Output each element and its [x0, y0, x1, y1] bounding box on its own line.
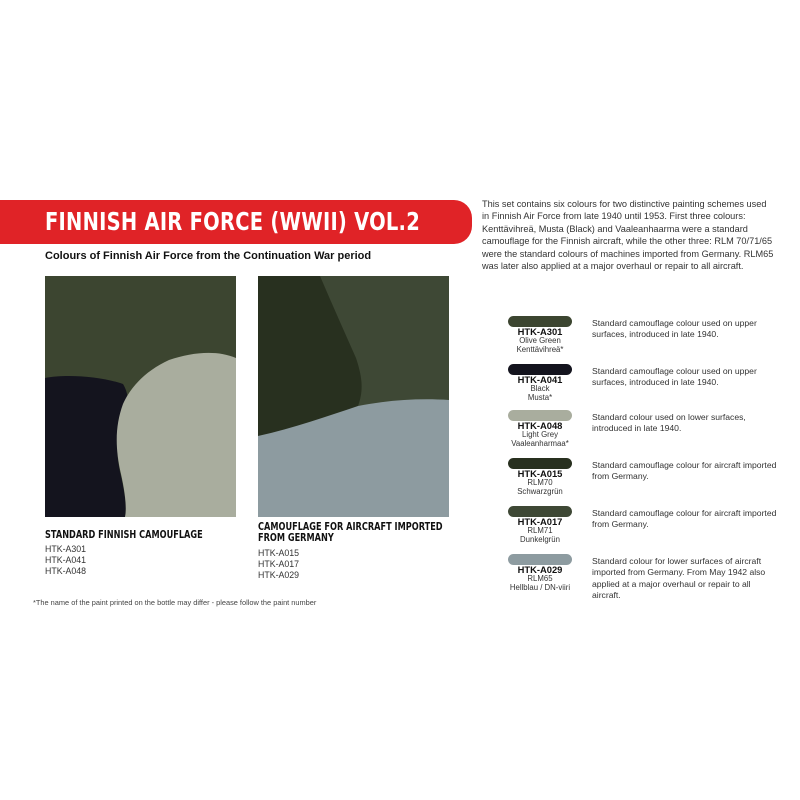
paint-item: [508, 410, 778, 458]
camouflage-pattern-german: [258, 276, 449, 517]
paint-name: Light Grey: [522, 430, 558, 439]
paint-description: Standard camouflage colour for aircraft imported from Germany.: [592, 460, 777, 482]
camouflage-pattern-finnish: [45, 276, 236, 517]
scheme-codes-german: [258, 548, 299, 581]
paint-name: RLM70: [527, 478, 553, 487]
paint-description: Standard colour for lower surfaces of aircraft imported from Germany. From May 1942 also applied at a major overhaul or repair to all aircraft.: [592, 556, 766, 601]
camouflage-panel-german: [258, 276, 449, 517]
paint-code: HTK-A301: [517, 326, 563, 337]
scheme-codes-finnish: [45, 544, 86, 577]
scheme-code: HTK-A048: [45, 566, 87, 576]
paint-description: Standard colour used on lower surfaces, introduced in late 1940.: [592, 412, 746, 434]
scheme-code: HTK-A015: [258, 548, 300, 558]
paint-name: Olive Green: [519, 336, 561, 345]
paint-item: [508, 316, 778, 364]
scheme-code: HTK-A301: [45, 544, 87, 554]
paint-alt-name: Musta*: [527, 392, 553, 402]
scheme-code: HTK-A041: [45, 555, 87, 565]
paint-description: Standard camouflage colour used on upper surfaces, introduced in late 1940.: [592, 366, 757, 388]
footnote: *The name of the paint printed on the bottle may differ - please follow the paint number: [33, 598, 317, 607]
paint-description: Standard camouflage colour for aircraft imported from Germany.: [592, 508, 777, 530]
page-title: FINNISH AIR FORCE (WWII) VOL.2: [45, 207, 420, 236]
paint-name: RLM65: [527, 574, 553, 583]
paint-label: [508, 469, 572, 496]
paint-alt-name: Schwarzgrün: [517, 486, 563, 496]
paint-code: HTK-A041: [517, 374, 563, 385]
swatch-area-black: [45, 376, 128, 517]
paint-code: HTK-A029: [517, 564, 563, 575]
paint-item: [508, 458, 778, 506]
paint-label: [508, 327, 572, 354]
scheme-code: HTK-A017: [258, 559, 300, 569]
paint-code: HTK-A015: [517, 468, 563, 479]
paint-code: HTK-A048: [517, 420, 563, 431]
scheme-title-finnish: STANDARD FINNISH CAMOUFLAGE: [45, 529, 203, 541]
scheme-code: HTK-A029: [258, 570, 300, 580]
paint-name: RLM71: [527, 526, 553, 535]
paint-item: [508, 554, 778, 602]
page-subtitle: Colours of Finnish Air Force from the Continuation War period: [45, 250, 372, 262]
intro-text: This set contains six colours for two distinctive painting schemes used in Finnish Air Force from late 1940 until 1953. First three colours: Kenttävihreä, Musta (Black) and Vaaleanhaarma were a standard camouflage for the Finnish aircraft, while the other three: RLM 70/71/65 were the standard colours of machines imported from Germany. RLM65 was later also applied at a major overhaul or repair to all aircraft.: [482, 199, 774, 272]
paint-label: [508, 565, 572, 592]
paint-description: Standard camouflage colour used on upper surfaces, introduced in late 1940.: [592, 318, 757, 340]
paint-item: [508, 364, 778, 412]
paint-alt-name: Kenttävihreä*: [516, 344, 564, 354]
paint-name: Black: [530, 384, 550, 393]
paint-label: [508, 421, 572, 448]
paint-alt-name: Hellblau / DN-viiri: [509, 582, 571, 592]
paint-label: [508, 517, 572, 544]
paint-alt-name: Vaaleanharmaa*: [511, 438, 569, 448]
paint-item: [508, 506, 778, 554]
paint-alt-name: Dunkelgrün: [520, 534, 560, 544]
scheme-title-german-line-2: FROM GERMANY: [258, 532, 334, 544]
paint-label: [508, 375, 572, 402]
paint-code: HTK-A017: [517, 516, 563, 527]
camouflage-panel-finnish: [45, 276, 236, 517]
scheme-title-german-line-1: CAMOUFLAGE FOR AIRCRAFT IMPORTED: [258, 521, 443, 533]
